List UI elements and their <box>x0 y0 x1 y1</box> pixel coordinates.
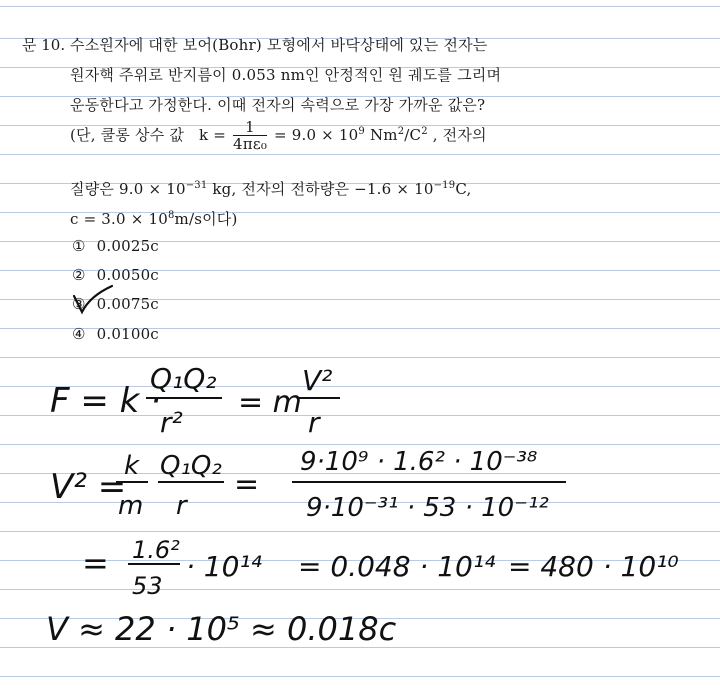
charge-unit: C, <box>455 180 472 198</box>
problem-line-2: 원자핵 주위로 반지름이 0.053 nm인 안정적인 원 궤도를 그리며 <box>70 66 502 84</box>
eq2-m: m <box>118 491 144 521</box>
eq3-equals: = <box>82 544 109 582</box>
mass-exponent: −31 <box>185 180 208 191</box>
c-text: c = 3.0 × 10 <box>70 210 168 228</box>
option-value: 0.0100c <box>96 325 159 343</box>
fraction-numerator: 1 <box>233 120 267 136</box>
eq2-k: k <box>124 451 140 481</box>
eq3-end: = 480 · 10¹⁰ <box>508 550 679 583</box>
handwritten-equation-3 <box>82 536 679 600</box>
eq1-rhs-numerator: V² <box>302 364 333 397</box>
k-value: = 9.0 × 10 <box>274 126 359 144</box>
eq1-denominator: r² <box>160 406 183 439</box>
eq1-rhs-denominator: r <box>308 406 320 439</box>
option-marker: ④ <box>72 325 86 343</box>
k-exponent: 9 <box>358 126 365 137</box>
eq2-equals: = <box>234 467 260 502</box>
option-marker: ③ <box>72 295 86 313</box>
mass-text: 질량은 9.0 × 10 <box>70 180 186 198</box>
problem-line-1: 수소원자에 대한 보어(Bohr) 모형에서 바닥상태에 있는 전자는 <box>70 36 488 54</box>
condition-prefix: (단, 쿨롱 상수 값 <box>70 126 185 144</box>
option-value: 0.0050c <box>96 266 159 284</box>
eq1-numerator: Q₁Q₂ <box>150 362 217 395</box>
eq1-lhs: F = k · <box>50 381 161 421</box>
k-symbol: k = <box>199 126 227 144</box>
problem-line-3: 운동한다고 가정한다. 이때 전자의 속력으로 가장 가까운 값은? <box>70 96 486 114</box>
c-exponent: 8 <box>167 210 175 221</box>
k-unit-exponent: 2 <box>397 126 405 137</box>
handwritten-equation-2 <box>50 447 566 523</box>
problem-number: 문 10. <box>22 36 66 54</box>
k-unit-tail: /C <box>404 126 422 144</box>
k-unit: Nm <box>369 126 398 144</box>
eq4-result: V ≈ 22 · 10⁵ ≈ 0.018c <box>46 610 397 648</box>
eq3-frac-den: 53 <box>132 572 163 600</box>
charge-exponent: −19 <box>433 180 456 191</box>
fraction-denominator: 4πε₀ <box>233 135 268 153</box>
option-marker: ② <box>72 266 86 284</box>
handwritten-equation-1 <box>50 362 340 439</box>
condition-suffix: , 전자의 <box>432 126 487 144</box>
eq3-mid: = 0.048 · 10¹⁴ <box>298 550 496 583</box>
eq2-lhs: V² = <box>50 467 127 507</box>
option-value: 0.0025c <box>96 237 159 255</box>
eq3-mult: · 10¹⁴ <box>186 550 262 583</box>
eq2-q-numerator: Q₁Q₂ <box>160 451 222 481</box>
eq1-rhs: = m <box>238 385 302 420</box>
k-unit-tail-exponent: 2 <box>421 126 428 137</box>
option-value: 0.0075c <box>96 295 159 313</box>
c-unit: m/s이다) <box>174 210 238 228</box>
eq2-denominator: 9·10⁻³¹ · 53 · 10⁻¹² <box>306 493 549 523</box>
eq3-frac-num: 1.6² <box>132 536 180 564</box>
handwritten-equation-4 <box>46 610 397 648</box>
check-mark-icon <box>74 286 112 312</box>
charge-text: kg, 전자의 전하량은 −1.6 × 10 <box>212 180 434 198</box>
eq2-q-denominator: r <box>176 491 187 521</box>
eq2-numerator: 9·10⁹ · 1.6² · 10⁻³⁸ <box>300 447 538 477</box>
option-marker: ① <box>72 237 86 255</box>
